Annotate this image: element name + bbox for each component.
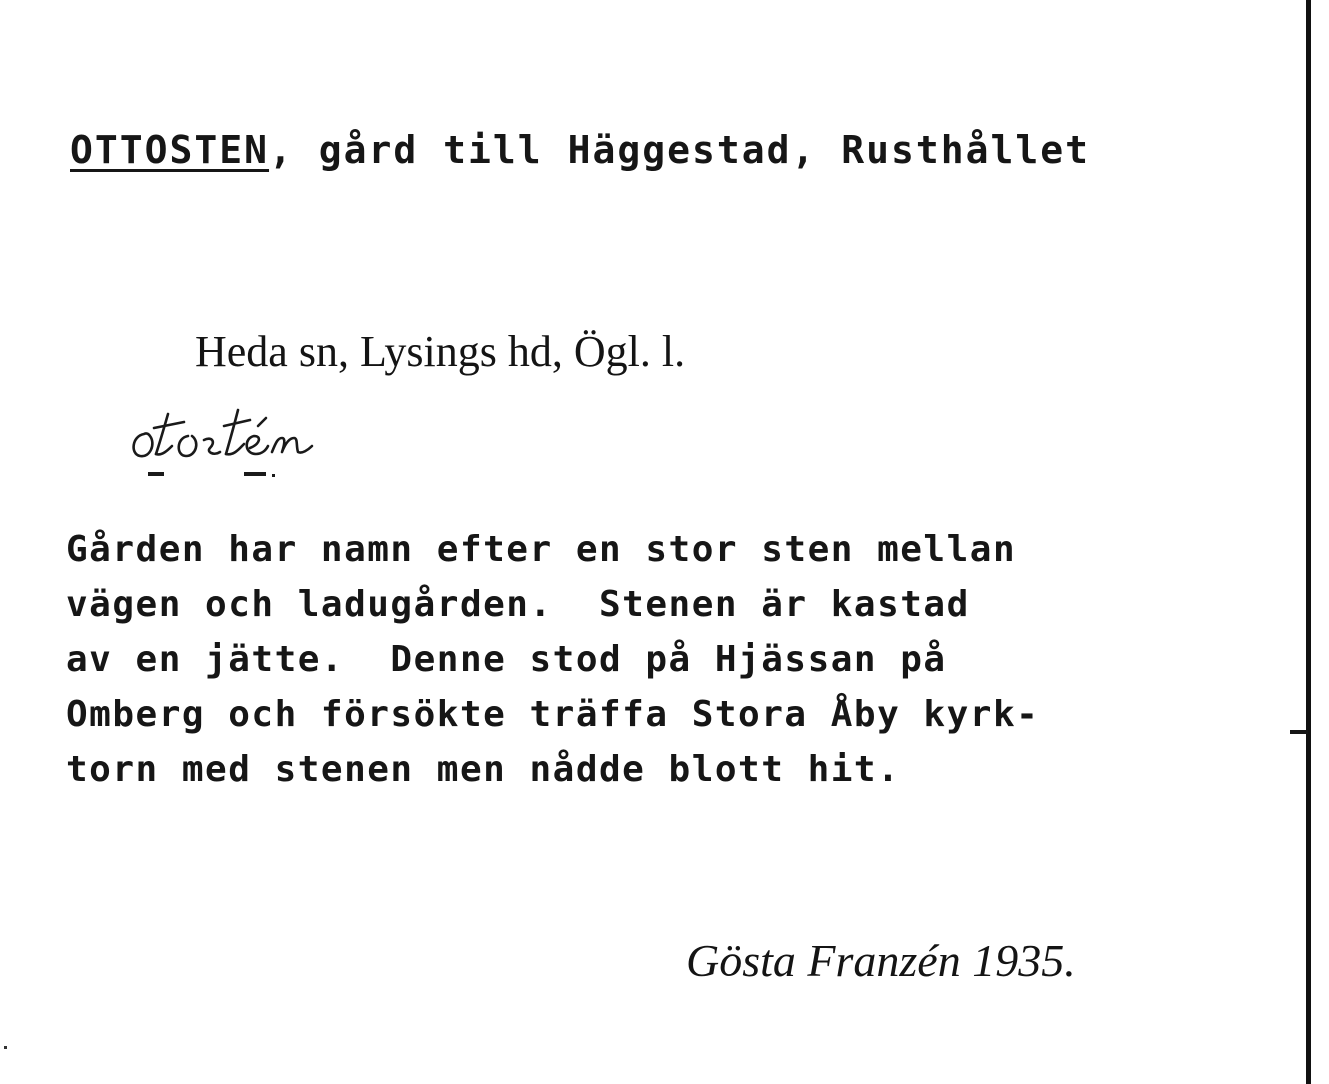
body-line: torn med stenen men nådde blott hit. [66, 749, 901, 790]
margin-hyphen-mark [1290, 730, 1308, 734]
handwritten-pronunciation-text: otostén [126, 396, 129, 397]
card-header [70, 128, 1090, 172]
body-line: av en jätte. Denne stod på Hjässan på [66, 639, 947, 680]
place-name: OTTOSTEN [70, 128, 270, 172]
signature: Gösta Franzén 1935. [686, 935, 1076, 986]
body-line: Gården har namn efter en stor sten mellan [66, 529, 1017, 570]
scan-speck [4, 1046, 7, 1049]
card-edge-line [1306, 0, 1311, 1084]
location-line: Heda sn, Lysings hd, Ögl. l. [195, 327, 686, 376]
body-line: vägen och ladugården. Stenen är kastad [66, 584, 970, 625]
body-line: Omberg och försökte träffa Stora Åby kyrk- [66, 694, 1040, 735]
handwritten-pronunciation [126, 396, 436, 486]
place-description: , gård till Häggestad, Rusthållet [269, 128, 1091, 172]
card-body [66, 522, 1039, 797]
